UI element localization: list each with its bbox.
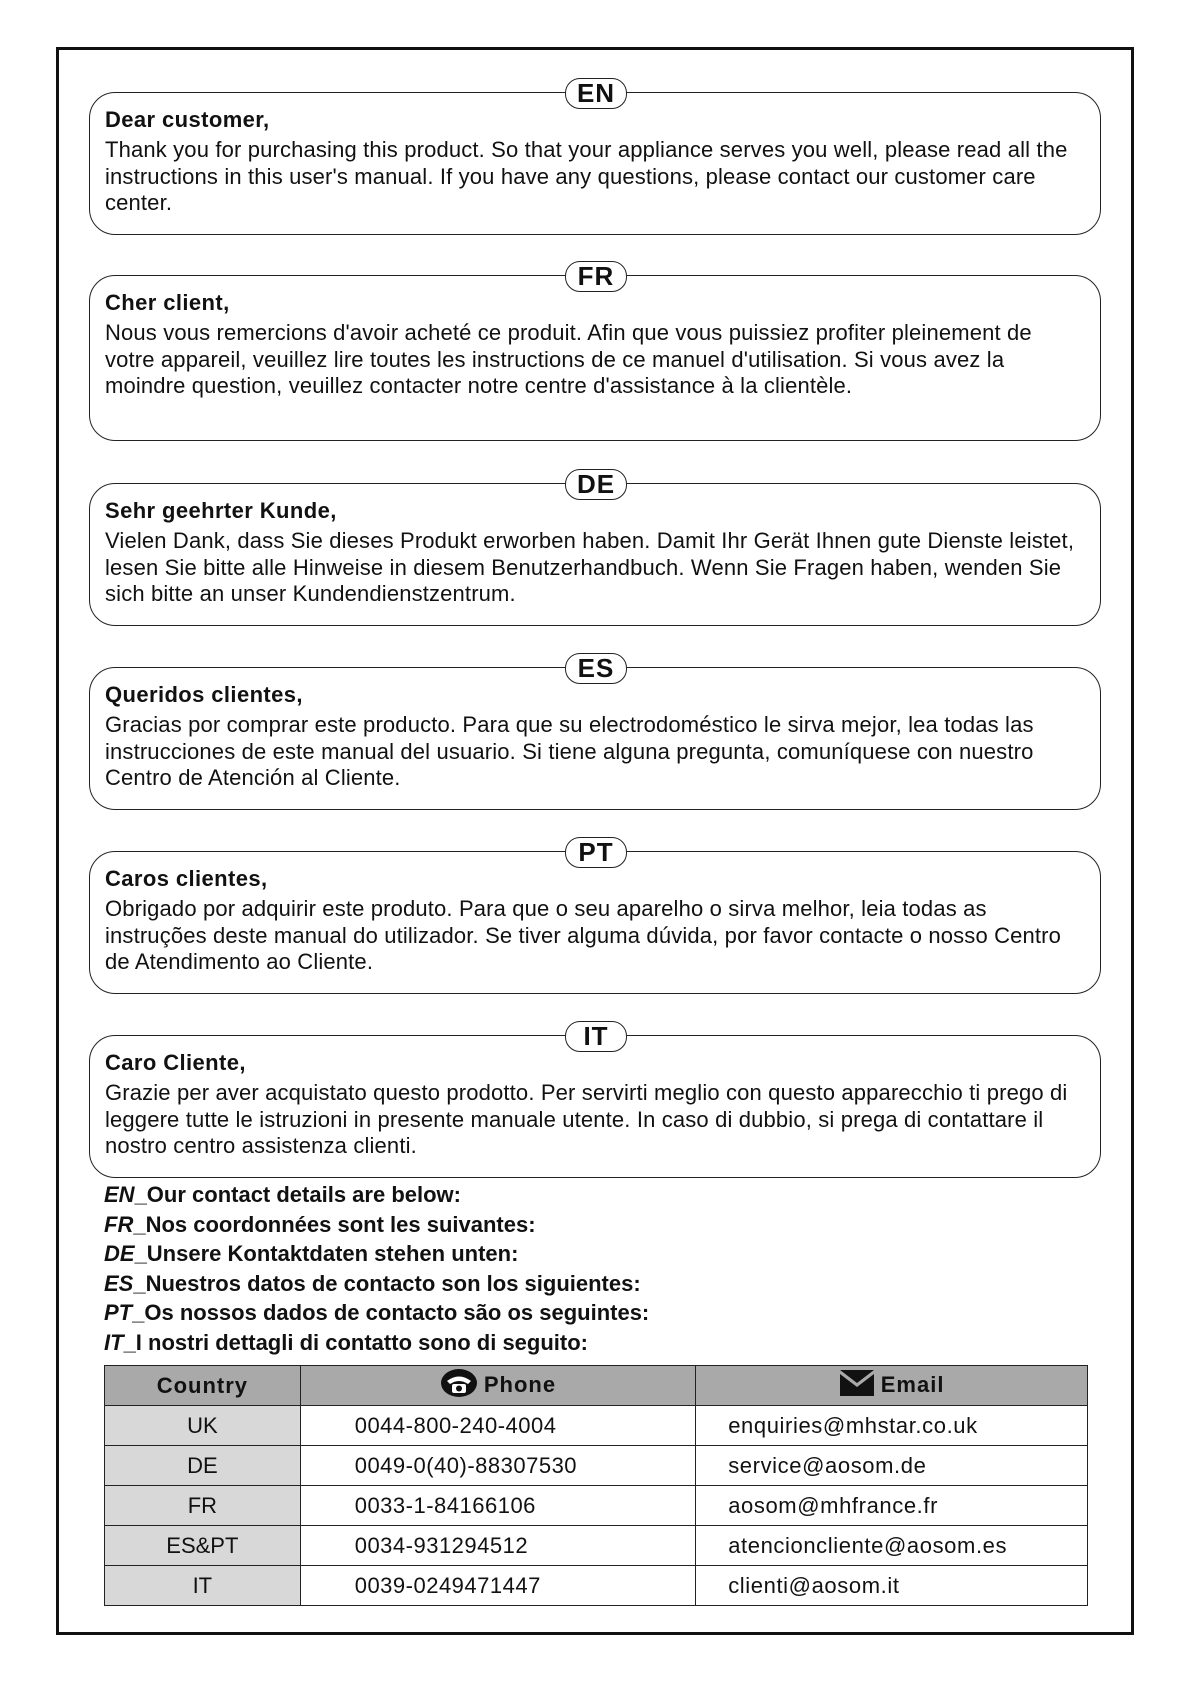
language-tag-en: EN <box>565 78 627 109</box>
contact-line-es <box>104 1269 649 1299</box>
header-country: Country <box>105 1366 301 1406</box>
phone-cell: 0049-0(40)-88307530 <box>300 1446 696 1486</box>
message-box-pt <box>89 837 1101 994</box>
table-header-row <box>105 1366 1088 1406</box>
phone-cell: 0033-1-84166106 <box>300 1486 696 1526</box>
message-text-it: Grazie per aver acquistato questo prodotto. Per servirti meglio con questo apparecchio ti prego di leggere tutte le istruzioni in presente manuale utente. In caso di dubbio, si prega di contattare il nostro centro assistenza clienti. <box>105 1080 1068 1158</box>
contact-code: EN <box>104 1182 135 1207</box>
message-text-en: Thank you for purchasing this product. So that your appliance serves you well, please read all the instructions in this user's manual. If you have any questions, please contact our customer care center. <box>105 137 1068 215</box>
contact-code: DE <box>104 1241 135 1267</box>
message-text-fr: Nous vous remercions d'avoir acheté ce produit. Afin que vous puissiez profiter pleinement de votre appareil, veuillez lire toutes les instructions de ce manuel d'utilisation. Si vous avez la moindre question, veuillez contacter notre centre d'assistance à la clientèle. <box>105 320 1032 398</box>
table-row <box>105 1566 1088 1606</box>
contact-code: PT <box>104 1300 133 1326</box>
greeting-de: Sehr geehrter Kunde, <box>105 498 337 523</box>
table-row <box>105 1406 1088 1446</box>
country-cell: DE <box>105 1446 301 1486</box>
language-tag-pt: PT <box>565 837 627 868</box>
contact-line-fr <box>104 1210 649 1240</box>
country-cell: IT <box>105 1566 301 1606</box>
greeting-en: Dear customer, <box>105 107 270 132</box>
message-text-pt: Obrigado por adquirir este produto. Para que o seu aparelho o sirva melhor, leia todas as instruções deste manual do utilizador. Se tiver alguma dúvida, por favor contacte o nosso Centro de Atendimento ao Cliente. <box>105 896 1062 974</box>
message-box-es <box>89 653 1101 810</box>
contact-text: _Unsere Kontaktdaten stehen unten: <box>134 1241 519 1267</box>
email-cell: clienti@aosom.it <box>696 1566 1088 1606</box>
contact-code: ES <box>104 1270 134 1296</box>
table-row <box>105 1486 1088 1526</box>
message-box-de <box>89 469 1101 626</box>
message-box-fr <box>89 261 1101 441</box>
greeting-es: Queridos clientes, <box>105 682 303 707</box>
contact-intro <box>104 1180 649 1358</box>
country-cell: ES&PT <box>105 1526 301 1566</box>
email-cell: atencioncliente@aosom.es <box>696 1526 1088 1566</box>
contact-table <box>104 1365 1088 1606</box>
phone-cell: 0039-0249471447 <box>300 1566 696 1606</box>
phone-cell: 0044-800-240-4004 <box>300 1406 696 1446</box>
contact-text: _Nuestros datos de contacto son los siguientes: <box>133 1270 641 1296</box>
contact-code: IT <box>104 1329 124 1355</box>
contact-text: _Os nossos dados de contacto são os seguintes: <box>132 1300 650 1326</box>
email-cell: service@aosom.de <box>696 1446 1088 1486</box>
language-tag-de: DE <box>565 469 627 500</box>
header-phone <box>300 1366 696 1406</box>
message-box-it <box>89 1021 1101 1178</box>
contact-code: FR <box>104 1211 134 1237</box>
contact-text: _Nos coordonnées sont les suivantes: <box>133 1211 536 1237</box>
contact-line-pt <box>104 1298 649 1328</box>
envelope-icon <box>839 1368 875 1404</box>
header-phone-label: Phone <box>483 1371 557 1397</box>
contact-line-en <box>104 1180 649 1210</box>
table-row <box>105 1446 1088 1486</box>
header-email <box>696 1366 1088 1406</box>
contact-text: _I nostri dettagli di contatto sono di seguito: <box>123 1329 589 1355</box>
language-tag-fr: FR <box>565 261 627 292</box>
message-box-en <box>89 78 1101 235</box>
email-cell: enquiries@mhstar.co.uk <box>696 1406 1088 1446</box>
email-cell: aosom@mhfrance.fr <box>696 1486 1088 1526</box>
message-text-de: Vielen Dank, dass Sie dieses Produkt erworben haben. Damit Ihr Gerät Ihnen gute Dienste leistet, lesen Sie bitte alle Hinweise in diesem Benutzerhandbuch. Wenn Sie Fragen haben, wenden Sie sich bitte an unser Kundendienstzentrum. <box>105 528 1075 606</box>
message-text-es: Gracias por comprar este producto. Para que su electrodoméstico le sirva mejor, lea todas las instrucciones de este manual del usuario. Si tiene alguna pregunta, comuníquese con nuestro Centro de Atención al Cliente. <box>105 712 1034 790</box>
telephone-icon <box>440 1368 478 1404</box>
country-cell: FR <box>105 1486 301 1526</box>
greeting-pt: Caros clientes, <box>105 866 268 891</box>
contact-line-it <box>104 1328 649 1358</box>
contact-text: _Our contact details are below: <box>134 1182 461 1207</box>
phone-cell: 0034-931294512 <box>300 1526 696 1566</box>
language-tag-it: IT <box>565 1021 627 1052</box>
greeting-it: Caro Cliente, <box>105 1050 246 1075</box>
contact-line-de <box>104 1239 649 1269</box>
header-email-label: Email <box>880 1371 945 1397</box>
table-row <box>105 1526 1088 1566</box>
language-tag-es: ES <box>565 653 627 684</box>
country-cell: UK <box>105 1406 301 1446</box>
greeting-fr: Cher client, <box>105 290 230 315</box>
